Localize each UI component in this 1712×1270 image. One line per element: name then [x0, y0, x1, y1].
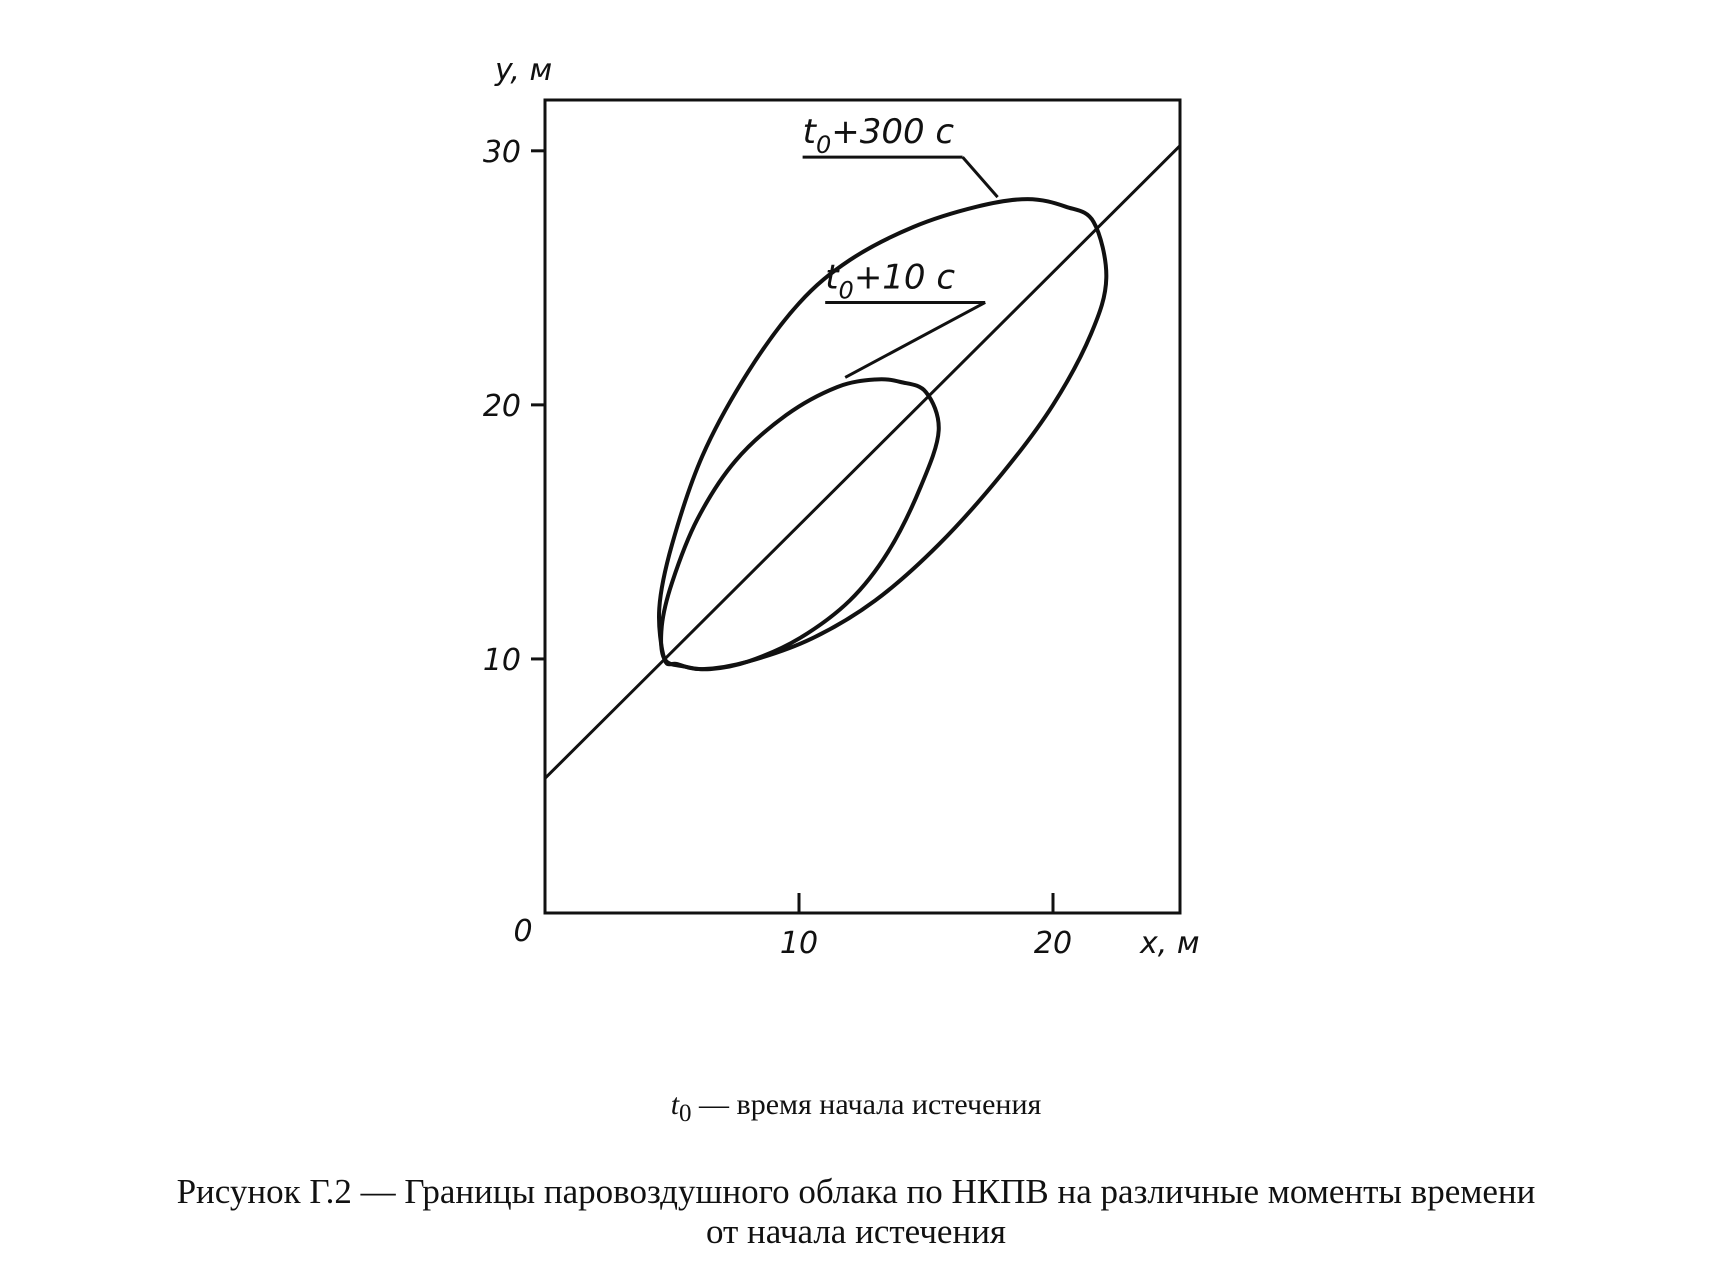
- y-axis-label: y, м: [495, 53, 553, 88]
- y-tick-label-10: 10: [482, 642, 521, 678]
- annotation-label-1: $t_0+10$ c: [825, 257, 956, 305]
- annotation-leader-0: [963, 157, 998, 197]
- y-tick-label-30: 30: [482, 134, 521, 170]
- symbol-note: [0, 1088, 1712, 1128]
- cloud-axis-line: [545, 146, 1180, 779]
- caption-line-2: от начала истечения: [705, 1212, 1007, 1251]
- x-tick-label-20: 20: [1033, 926, 1073, 961]
- caption-line-1: Рисунок Г.2 — Границы паровоздушного облака по НКПВ на различные моменты времени: [176, 1172, 1536, 1211]
- note-text: — время начала истечения: [691, 1088, 1042, 1121]
- figure-caption: [0, 1172, 1712, 1252]
- x-tick-label-10: 10: [779, 926, 819, 961]
- origin-label: 0: [513, 914, 533, 949]
- annotation-leader-1: [845, 302, 985, 377]
- plot-frame: [545, 100, 1180, 913]
- annotation-label-0: $t_0+300$ c: [802, 112, 955, 160]
- note-subscript: 0: [679, 1100, 692, 1127]
- annotation-1: [825, 257, 985, 377]
- x-axis-label: x, м: [1140, 926, 1200, 961]
- annotation-0: [803, 112, 998, 197]
- note-symbol: t: [670, 1088, 680, 1121]
- y-tick-label-20: 20: [482, 388, 521, 424]
